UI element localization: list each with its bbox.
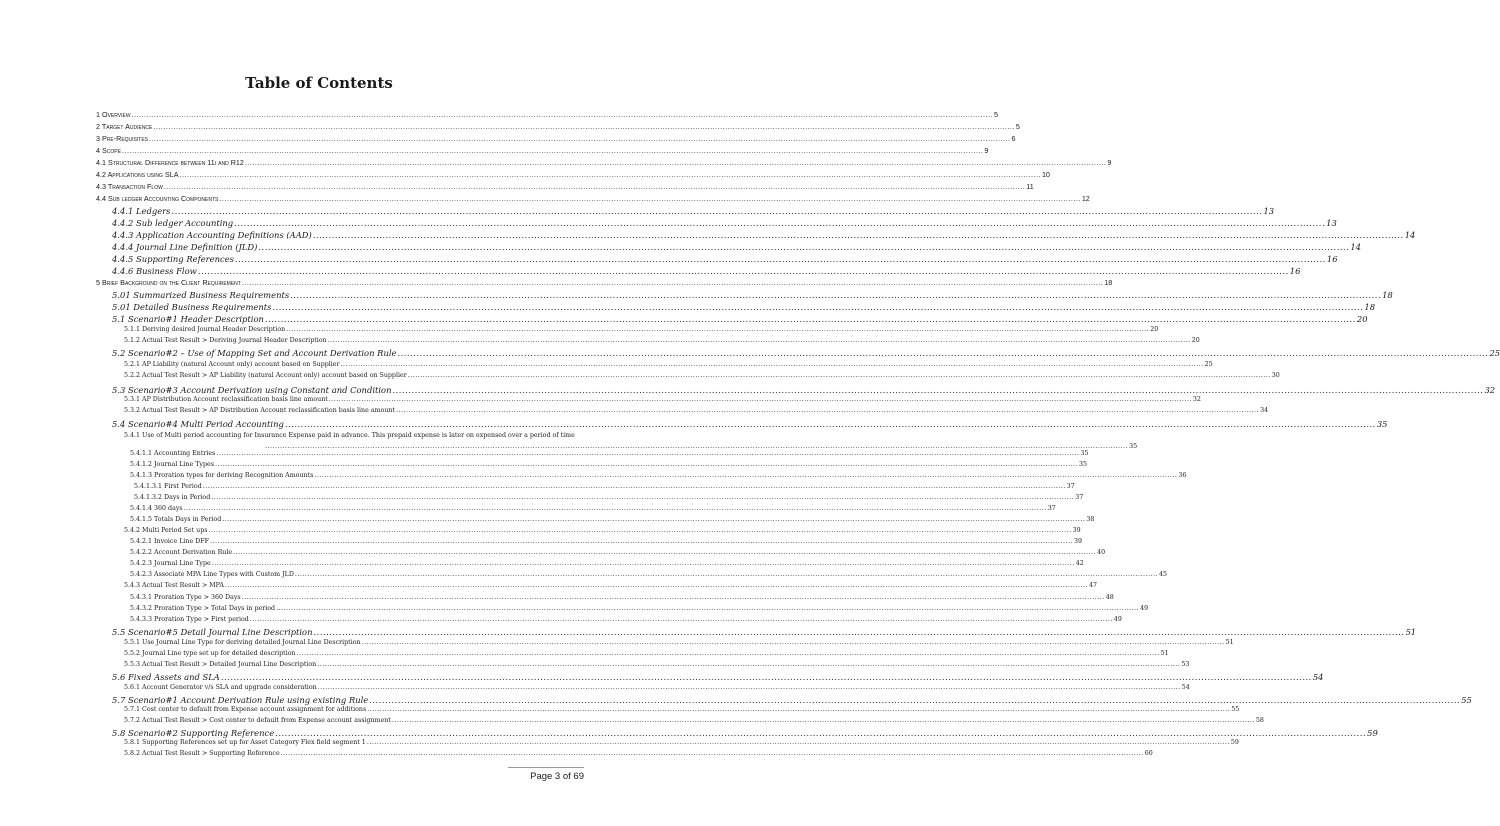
toc-leader-dots	[132, 110, 993, 119]
toc-entry[interactable]	[96, 110, 998, 119]
toc-entry-text: 5.4.3 Actual Test Result > MPA	[124, 582, 224, 589]
toc-entry-text: 5.6.1 Account Generator v/s SLA and upgrade consideration	[124, 684, 317, 691]
toc-page-number: 53	[1181, 661, 1190, 668]
toc-entry-text: 5.4.1.3 Proration types for deriving Recognition Amounts	[130, 472, 314, 479]
toc-entry-text: 5.4.3.3 Proration Type > First period	[130, 616, 249, 623]
toc-entry-text: 5.6 Fixed Assets and SLA	[112, 672, 220, 682]
toc-page-number: 60	[1144, 750, 1153, 757]
toc-leader-dots	[258, 242, 1349, 252]
toc-entry-text: 5.3.2 Actual Test Result > AP Distribution Account reclassification basis line amount	[124, 407, 395, 414]
toc-leader-dots	[184, 505, 1047, 512]
toc-leader-dots	[367, 739, 1230, 746]
toc-entry-text: 5.5 Scenario#5 Detail Journal Line Description	[112, 627, 313, 637]
toc-entry[interactable]	[112, 230, 1416, 240]
toc-entry[interactable]	[124, 582, 1097, 589]
toc-entry-text: 5.5.2 Journal Line type set up for detailed description	[124, 650, 296, 657]
toc-page-number: 36	[1178, 472, 1187, 479]
toc-entry-text: 5.4.1 Use of Multi period accounting for Insurance Expense paid in advance. This prepaid expense is later on expensed over a period of time	[124, 432, 575, 439]
toc-entry-text: 3 Pre-Requisites	[96, 134, 148, 143]
toc-leader-dots	[265, 314, 1356, 324]
toc-entry-text: 5.4.2.3 Journal Line Type	[130, 560, 211, 567]
toc-entry[interactable]	[112, 348, 1500, 358]
toc-entry[interactable]	[112, 302, 1376, 312]
toc-leader-dots	[242, 278, 1103, 287]
toc-entry[interactable]	[124, 372, 1280, 379]
toc-entry-text: 4.1 Structural Difference between 11i and R12	[96, 158, 244, 167]
toc-page-number: 12	[1081, 194, 1090, 203]
toc-leader-dots	[153, 122, 1014, 131]
toc-entry[interactable]	[96, 122, 1020, 131]
toc-entry[interactable]	[130, 461, 1088, 468]
toc-entry-text: 5.8.2 Actual Test Result > Supporting Reference	[124, 750, 280, 757]
toc-entry[interactable]	[112, 266, 1301, 276]
toc-entry[interactable]	[124, 326, 1159, 333]
toc-page-number: 20	[1191, 337, 1200, 344]
toc-entry-text: 4.4.1 Ledgers	[112, 206, 171, 216]
toc-page-number: 58	[1255, 717, 1264, 724]
toc-entry[interactable]	[96, 158, 1112, 167]
toc-page-number: 51	[1405, 627, 1417, 637]
toc-leader-dots	[234, 218, 1325, 228]
toc-page-number: 5	[1015, 122, 1020, 131]
toc-entry-text: 5.8.1 Supporting References set up for Asset Category Flex field segment 1	[124, 739, 366, 746]
toc-page-number: 9	[984, 146, 989, 155]
toc-entry-text: 5.4.1.1 Accounting Entries	[130, 450, 216, 457]
toc-leader-dots	[313, 230, 1404, 240]
toc-entry[interactable]	[130, 505, 1056, 512]
toc-leader-dots	[171, 206, 1262, 216]
toc-page-number: 9	[1107, 158, 1112, 167]
toc-entry[interactable]	[124, 661, 1190, 668]
toc-entry-text: 5.2.1 AP Liability (natural Account only) account based on Supplier	[124, 361, 340, 368]
toc-page-number: 45	[1158, 571, 1167, 578]
toc-entry[interactable]	[112, 254, 1338, 264]
toc-page-number: 54	[1312, 672, 1324, 682]
toc-entry[interactable]	[124, 361, 1213, 368]
toc-leader-dots	[233, 549, 1096, 556]
toc-page-number: 39	[1074, 538, 1083, 545]
toc-leader-dots	[314, 472, 1177, 479]
toc-entry-text: 5.2.2 Actual Test Result > AP Liability (natural Account only) account based on Supplier	[124, 372, 407, 379]
toc-entry-text: 5.4.3.2 Proration Type > Total Days in period	[130, 605, 276, 612]
toc-entry-text: 5.01 Detailed Business Requirements	[112, 302, 272, 312]
toc-page-number: 11	[1026, 182, 1034, 191]
toc-leader-dots	[164, 182, 1025, 191]
toc-entry-text: 5.3.1 AP Distribution Account reclassification basis line amount	[124, 396, 328, 403]
toc-leader-dots	[242, 594, 1105, 601]
toc-page-number: 37	[1047, 505, 1056, 512]
toc-page-number: 18	[1104, 278, 1113, 287]
toc-entry[interactable]	[112, 206, 1275, 216]
toc-leader-dots	[286, 326, 1149, 333]
toc-entry-text: 5.4 Scenario#4 Multi Period Accounting	[112, 419, 284, 429]
toc-entry[interactable]	[130, 560, 1084, 567]
toc-entry-text: 5.1.1 Deriving desired Journal Header Description	[124, 326, 286, 333]
toc-entry-text: 5.5.1 Use Journal Line Type for deriving detailed Journal Line Description	[124, 639, 361, 646]
toc-entry-text: 5.4.1.3.2 Days in Period	[134, 494, 211, 501]
toc-leader-dots	[329, 396, 1192, 403]
toc-leader-dots	[328, 337, 1191, 344]
toc-entry[interactable]	[112, 627, 1417, 637]
toc-page-number: 49	[1140, 605, 1149, 612]
toc-leader-dots	[295, 571, 1158, 578]
toc-entry[interactable]	[124, 337, 1200, 344]
toc-entry[interactable]	[124, 739, 1239, 746]
toc-entry[interactable]	[130, 616, 1122, 623]
toc-leader-dots	[250, 616, 1113, 623]
toc-page-number: 51	[1160, 650, 1169, 657]
toc-page-number: 54	[1181, 684, 1190, 691]
toc-leader-dots	[396, 407, 1259, 414]
toc-leader-dots	[149, 134, 1010, 143]
toc-leader-dots	[392, 385, 1483, 395]
toc-page-number: 16	[1289, 266, 1301, 276]
toc-page-number: 25	[1204, 361, 1213, 368]
toc-page-number: 30	[1271, 372, 1280, 379]
toc-entry-text: 5.4.2.2 Account Derivation Rule	[130, 549, 233, 556]
toc-entry-text: 5.4.2.3 Associate MPA Line Types with Custom JLD	[130, 571, 294, 578]
page-footer: Page 3 of 69	[530, 771, 584, 782]
toc-entry-text: 4.4 Sub ledger Accounting Components	[96, 194, 219, 203]
toc-entry-text: 5.7 Scenario#1 Account Derivation Rule using existing Rule	[112, 695, 369, 705]
toc-entry-text: 4 Scope	[96, 146, 121, 155]
toc-page-number: 34	[1260, 407, 1269, 414]
toc-entry-text: 4.4.4 Journal Line Definition (JLD)	[112, 242, 258, 252]
toc-leader-dots	[245, 158, 1106, 167]
toc-leader-dots	[209, 527, 1072, 534]
toc-entry[interactable]	[96, 182, 1034, 191]
toc-page-number: 35	[1080, 450, 1089, 457]
toc-page-number: 6	[1011, 134, 1016, 143]
toc-page-number: 20	[1356, 314, 1368, 324]
toc-leader-dots	[367, 706, 1230, 713]
toc-leader-dots	[210, 538, 1073, 545]
toc-page-number: 38	[1086, 516, 1095, 523]
toc-entry[interactable]	[96, 278, 1113, 287]
toc-entry[interactable]	[124, 650, 1169, 657]
toc-page-number: 37	[1066, 483, 1075, 490]
toc-entry-text: 5.4.2.1 Invoice Line DFF	[130, 538, 209, 545]
toc-entry[interactable]	[124, 684, 1190, 691]
toc-leader-dots	[219, 194, 1080, 203]
toc-leader-dots	[272, 302, 1363, 312]
toc-leader-dots	[281, 750, 1144, 757]
toc-leader-dots	[203, 483, 1066, 490]
toc-leader-dots	[222, 516, 1085, 523]
toc-page-number: 39	[1072, 527, 1081, 534]
toc-page-number: 25	[1489, 348, 1500, 358]
toc-page-number: 35	[1129, 443, 1138, 450]
toc-page-number: 59	[1367, 728, 1378, 738]
toc-page-number: 59	[1230, 739, 1239, 746]
toc-entry-text: 2 Target Audience	[96, 122, 153, 131]
toc-leader-dots	[180, 170, 1041, 179]
toc-entry[interactable]	[112, 242, 1362, 252]
toc-entry[interactable]	[124, 706, 1240, 713]
toc-entry-text: 5.5.3 Actual Test Result > Detailed Journal Line Description	[124, 661, 317, 668]
toc-entry[interactable]	[130, 450, 1089, 457]
toc-entry[interactable]	[130, 605, 1149, 612]
toc-entry[interactable]	[130, 571, 1167, 578]
toc-entry-text: 5.8 Scenario#2 Supporting Reference	[112, 728, 275, 738]
toc-leader-dots	[216, 450, 1079, 457]
toc-entry-text: 5.7.2 Actual Test Result > Cost center to default from Expense account assignment	[124, 717, 391, 724]
toc-entry-text: 4.4.3 Application Accounting Definitions (AAD)	[112, 230, 312, 240]
toc-entry[interactable]	[112, 218, 1337, 228]
toc-page-number: 35	[1376, 419, 1388, 429]
toc-page-number: 18	[1364, 302, 1376, 312]
toc-entry[interactable]	[112, 672, 1324, 682]
toc-entry[interactable]	[124, 407, 1269, 414]
toc-leader-dots	[215, 461, 1078, 468]
toc-entry-text: 5.4.1.2 Journal Line Types	[130, 461, 214, 468]
toc-leader-dots	[297, 650, 1160, 657]
toc-page-number: 14	[1404, 230, 1416, 240]
toc-leader-dots	[341, 361, 1204, 368]
toc-page-number: 16	[1326, 254, 1338, 264]
toc-entry[interactable]	[130, 516, 1095, 523]
toc-page-number: 37	[1075, 494, 1084, 501]
toc-page-number: 20	[1150, 326, 1159, 333]
toc-entry-text: 4.2 Applications using SLA	[96, 170, 179, 179]
toc-entry[interactable]	[96, 134, 1016, 143]
toc-entry-text: 5.01 Summarized Business Requirements	[112, 290, 290, 300]
toc-entry[interactable]	[124, 527, 1081, 534]
toc-page-number: 13	[1263, 206, 1275, 216]
toc-entry[interactable]	[112, 419, 1388, 429]
toc-page-number: 5	[994, 110, 998, 119]
toc-entry[interactable]	[124, 639, 1234, 646]
toc-page-number: 14	[1350, 242, 1362, 252]
toc-leader-dots	[392, 717, 1255, 724]
toc-page-number: 49	[1113, 616, 1122, 623]
toc-page-number: 51	[1225, 639, 1234, 646]
toc-entry[interactable]	[96, 146, 989, 155]
toc-entry-text: 4.4.5 Supporting References	[112, 254, 234, 264]
toc-entry[interactable]	[130, 594, 1114, 601]
toc-leader-dots	[317, 661, 1180, 668]
toc-entry-text: 5.4.1.3.1 First Period	[134, 483, 202, 490]
toc-leader-dots	[198, 266, 1289, 276]
toc-entry-text: 1 Overview	[96, 110, 131, 119]
toc-entry[interactable]	[112, 290, 1393, 300]
toc-entry-text: 5.4.1.5 Totals Days in Period	[130, 516, 222, 523]
toc-page-number: 35	[1079, 461, 1088, 468]
toc-leader-dots	[275, 728, 1366, 738]
toc-entry-text: 4.4.2 Sub ledger Accounting	[112, 218, 234, 228]
toc-entry[interactable]	[124, 430, 1138, 450]
toc-page-number: 13	[1326, 218, 1337, 228]
toc-entry[interactable]	[124, 396, 1201, 403]
toc-page-number: 18	[1382, 290, 1393, 300]
toc-page-number: 55	[1231, 706, 1240, 713]
toc-entry[interactable]	[130, 472, 1187, 479]
toc-leader-dots	[285, 419, 1376, 429]
toc-page-number: 55	[1461, 695, 1472, 705]
toc-entry-text: 5.4.3.1 Proration Type > 360 Days	[130, 594, 241, 601]
toc-entry[interactable]	[130, 538, 1083, 545]
toc-entry[interactable]	[134, 483, 1075, 490]
toc-leader-dots	[212, 560, 1075, 567]
toc-entry-text: 5.3 Scenario#3 Account Derivation using Constant and Condition	[112, 385, 392, 395]
toc-leader-dots	[276, 605, 1139, 612]
toc-entry[interactable]	[124, 717, 1264, 724]
toc-entry[interactable]	[96, 194, 1090, 203]
toc-leader-dots	[235, 254, 1326, 264]
toc-page-number: 40	[1097, 549, 1106, 556]
toc-page-number: 10	[1041, 170, 1050, 179]
toc-leader-dots	[369, 695, 1460, 705]
toc-leader-dots	[397, 348, 1488, 358]
toc-page-number: 47	[1088, 582, 1097, 589]
toc-entry[interactable]	[112, 695, 1472, 705]
toc-entry[interactable]	[96, 170, 1050, 179]
toc-page-number: 32	[1484, 385, 1496, 395]
toc-entry[interactable]	[134, 494, 1084, 501]
toc-entry-text: 4.4.6 Business Flow	[112, 266, 197, 276]
toc-entry-text: 5.4.2 Multi Period Set ups	[124, 527, 208, 534]
toc-page-number: 48	[1105, 594, 1114, 601]
toc-entry-text: 5.1 Scenario#1 Header Description	[112, 314, 264, 324]
toc-leader-dots	[122, 146, 983, 155]
toc-entry[interactable]	[124, 750, 1153, 757]
toc-entry-text: 5 Brief Background on the Client Requirement	[96, 278, 241, 287]
toc-entry[interactable]	[112, 728, 1378, 738]
toc-entry-text: 5.4.1.4 360 days	[130, 505, 183, 512]
toc-entry[interactable]	[112, 385, 1496, 395]
toc-entry[interactable]	[130, 549, 1106, 556]
toc-leader-dots	[225, 582, 1088, 589]
toc-leader-dots	[362, 639, 1225, 646]
footer-divider	[508, 767, 584, 768]
toc-leader-dots	[314, 627, 1405, 637]
toc-leader-dots	[318, 684, 1181, 691]
toc-leader-dots	[221, 672, 1312, 682]
toc-page-number: 32	[1192, 396, 1201, 403]
toc-leader-dots	[211, 494, 1074, 501]
toc-entry[interactable]	[112, 314, 1368, 324]
toc-entry-text: 5.1.2 Actual Test Result > Deriving Journal Header Description	[124, 337, 327, 344]
toc-entry-text: 4.3 Transaction Flow	[96, 182, 163, 191]
toc-entry-text: 5.2 Scenario#2 – Use of Mapping Set and Account Derivation Rule	[112, 348, 397, 358]
toc-entry-text: 5.7.1 Cost center to default from Expense account assignment for additions	[124, 706, 367, 713]
toc-title: Table of Contents	[245, 74, 393, 92]
toc-leader-dots	[290, 290, 1381, 300]
toc-leader-dots	[408, 372, 1271, 379]
toc-page-number: 42	[1075, 560, 1084, 567]
